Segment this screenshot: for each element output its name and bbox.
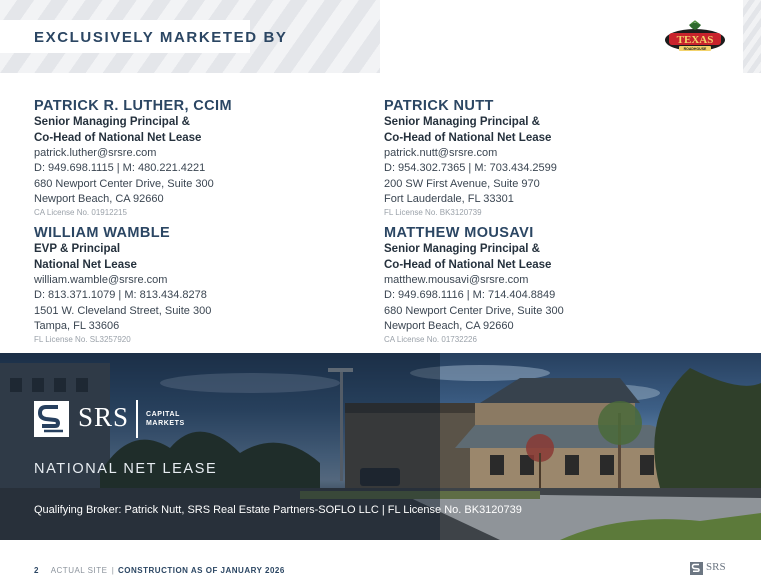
srs-wordmark: SRS xyxy=(78,402,130,432)
agent-email[interactable]: william.wamble@srsre.com xyxy=(34,274,168,286)
agent-phone: D: 949.698.1115 | M: 480.221.4221 xyxy=(34,162,206,175)
agent-address: 1501 W. Cleveland Street, Suite 300 xyxy=(34,304,212,317)
national-net-lease-label: NATIONAL NET LEASE xyxy=(34,461,218,477)
srs-mark-icon xyxy=(690,562,703,575)
agent-city: Fort Lauderdale, FL 33301 xyxy=(384,192,514,205)
agent-license: FL License No. SL3257920 xyxy=(34,335,131,345)
agent-address: 680 Newport Center Drive, Suite 300 xyxy=(34,177,214,190)
footer-site-label: ACTUAL SITE xyxy=(50,566,108,575)
agent-title-line: Senior Managing Principal & xyxy=(34,116,190,128)
agent-card xyxy=(384,224,714,345)
agent-license: CA License No. 01912215 xyxy=(34,208,127,218)
agent-address: 200 SW First Avenue, Suite 970 xyxy=(384,177,540,190)
agent-title-line: Co-Head of National Net Lease xyxy=(34,131,202,144)
agent-name: WILLIAM WAMBLE xyxy=(34,225,171,241)
agent-license: CA License No. 01732226 xyxy=(384,335,477,345)
edge-stripes xyxy=(743,0,761,73)
logo-text: TEXAS xyxy=(676,34,714,46)
agent-title-line: Senior Managing Principal & xyxy=(384,116,540,128)
agent-name: PATRICK R. LUTHER, CCIM xyxy=(34,98,232,114)
page-number: 2 xyxy=(34,566,39,575)
agent-card xyxy=(34,224,364,345)
agent-card xyxy=(34,97,364,218)
qualifying-broker-text: Qualifying Broker: Patrick Nutt, SRS Real Estate Partners-SOFLO LLC | FL License No. BK3120739 xyxy=(34,504,522,516)
agent-title-line: National Net Lease xyxy=(34,258,137,271)
footer-construction-date: CONSTRUCTION AS OF JANUARY 2026 xyxy=(118,566,285,575)
agent-title-line: EVP & Principal xyxy=(34,243,121,255)
agent-city: Tampa, FL 33606 xyxy=(34,319,120,332)
agent-city: Newport Beach, CA 92660 xyxy=(34,192,164,205)
markets-text: MARKETS xyxy=(146,419,185,427)
agent-name: MATTHEW MOUSAVI xyxy=(384,225,534,241)
agent-title-line: Co-Head of National Net Lease xyxy=(384,258,552,271)
footer-logo-text: SRS xyxy=(706,561,726,573)
agent-phone: D: 949.698.1116 | M: 714.404.8849 xyxy=(384,289,556,302)
agent-name: PATRICK NUTT xyxy=(384,98,494,114)
texas-roadhouse-logo xyxy=(663,20,727,56)
site-photo-banner xyxy=(0,353,761,540)
agent-phone: D: 813.371.1079 | M: 813.434.8278 xyxy=(34,289,207,302)
srs-mark-icon xyxy=(34,401,69,437)
agent-city: Newport Beach, CA 92660 xyxy=(384,319,514,332)
footer-separator: | xyxy=(111,566,114,575)
agent-email[interactable]: patrick.luther@srsre.com xyxy=(34,147,157,159)
agent-card xyxy=(384,97,714,218)
agent-title-line: Senior Managing Principal & xyxy=(384,243,540,255)
agent-email[interactable]: patrick.nutt@srsre.com xyxy=(384,147,498,159)
logo-divider xyxy=(136,400,138,438)
capital-text: CAPITAL xyxy=(146,411,181,418)
agent-phone: D: 954.302.7365 | M: 703.434.2599 xyxy=(384,162,557,175)
footer-srs-logo xyxy=(690,561,730,577)
srs-capital-markets-logo xyxy=(34,400,194,438)
page-footer xyxy=(34,566,285,575)
logo-subtext: ROADHOUSE xyxy=(683,47,707,51)
agent-address: 680 Newport Center Drive, Suite 300 xyxy=(384,304,564,317)
agent-license: FL License No. BK3120739 xyxy=(384,208,482,218)
agent-email[interactable]: matthew.mousavi@srsre.com xyxy=(384,274,529,286)
page-title: EXCLUSIVELY MARKETED BY xyxy=(34,29,288,46)
agent-title-line: Co-Head of National Net Lease xyxy=(384,131,552,144)
capital-markets-text xyxy=(146,411,185,428)
